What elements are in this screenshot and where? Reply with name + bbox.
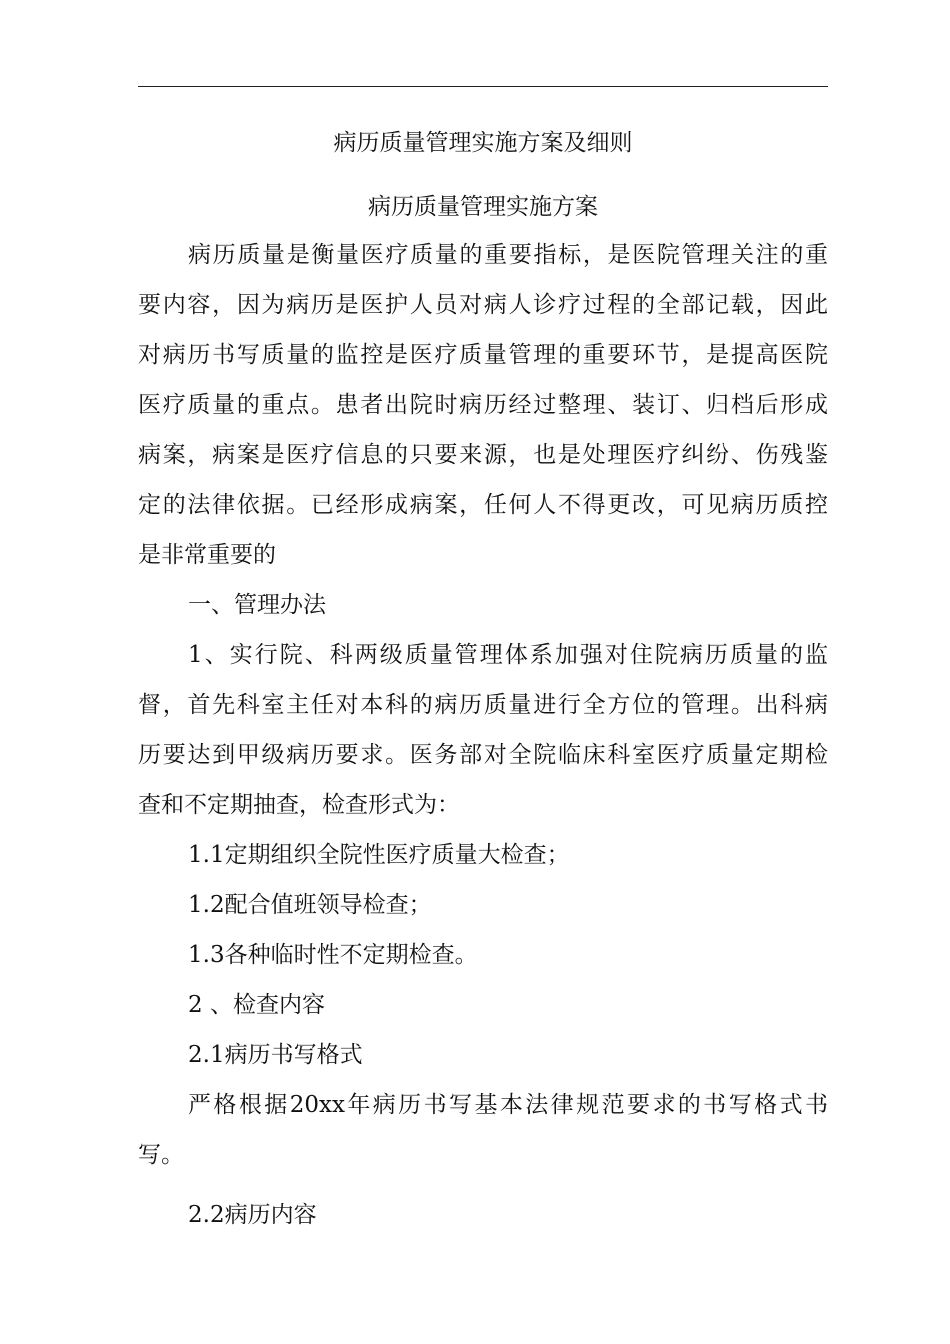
sub-heading: 2.1病历书写格式 xyxy=(188,1042,363,1068)
intro-line: 是非常重要的 xyxy=(138,542,276,568)
item-line: 写。 xyxy=(138,1142,184,1168)
sub-heading: 2.2病历内容 xyxy=(188,1202,317,1228)
intro-line: 医疗质量的重点。患者出院时病历经过整理、装订、归档后形成 xyxy=(138,392,828,418)
intro-line: 病历质量是衡量医疗质量的重要指标，是医院管理关注的重 xyxy=(188,242,828,268)
sub-item: 1.2配合值班领导检查； xyxy=(188,892,432,918)
intro-line: 定的法律依据。已经形成病案，任何人不得更改，可见病历质控 xyxy=(138,492,828,518)
document-title: 病历质量管理实施方案及细则 xyxy=(333,130,633,156)
section-heading: 一、管理办法 xyxy=(188,592,326,618)
intro-line: 病案，病案是医疗信息的只要来源，也是处理医疗纠纷、伤残鉴 xyxy=(138,442,828,468)
item-line: 查和不定期抽查，检查形式为： xyxy=(138,792,460,818)
item-line: 历要达到甲级病历要求。医务部对全院临床科室医疗质量定期检 xyxy=(138,742,828,768)
item-line: 督，首先科室主任对本科的病历质量进行全方位的管理。出科病 xyxy=(138,692,828,718)
item-line: 1、实行院、科两级质量管理体系加强对住院病历质量的监 xyxy=(188,642,828,668)
sub-item: 1.3各种临时性不定期检查。 xyxy=(188,942,478,968)
intro-line: 对病历书写质量的监控是医疗质量管理的重要环节，是提高医院 xyxy=(138,342,828,368)
intro-line: 要内容，因为病历是医护人员对病人诊疗过程的全部记载，因此 xyxy=(138,292,828,318)
item-line: 严格根据20xx年病历书写基本法律规范要求的书写格式书 xyxy=(188,1092,828,1118)
document-subtitle: 病历质量管理实施方案 xyxy=(368,194,598,220)
sub-item: 1.1定期组织全院性医疗质量大检查； xyxy=(188,842,570,868)
header-rule xyxy=(138,86,828,87)
section-heading: 2 、检查内容 xyxy=(188,992,325,1018)
